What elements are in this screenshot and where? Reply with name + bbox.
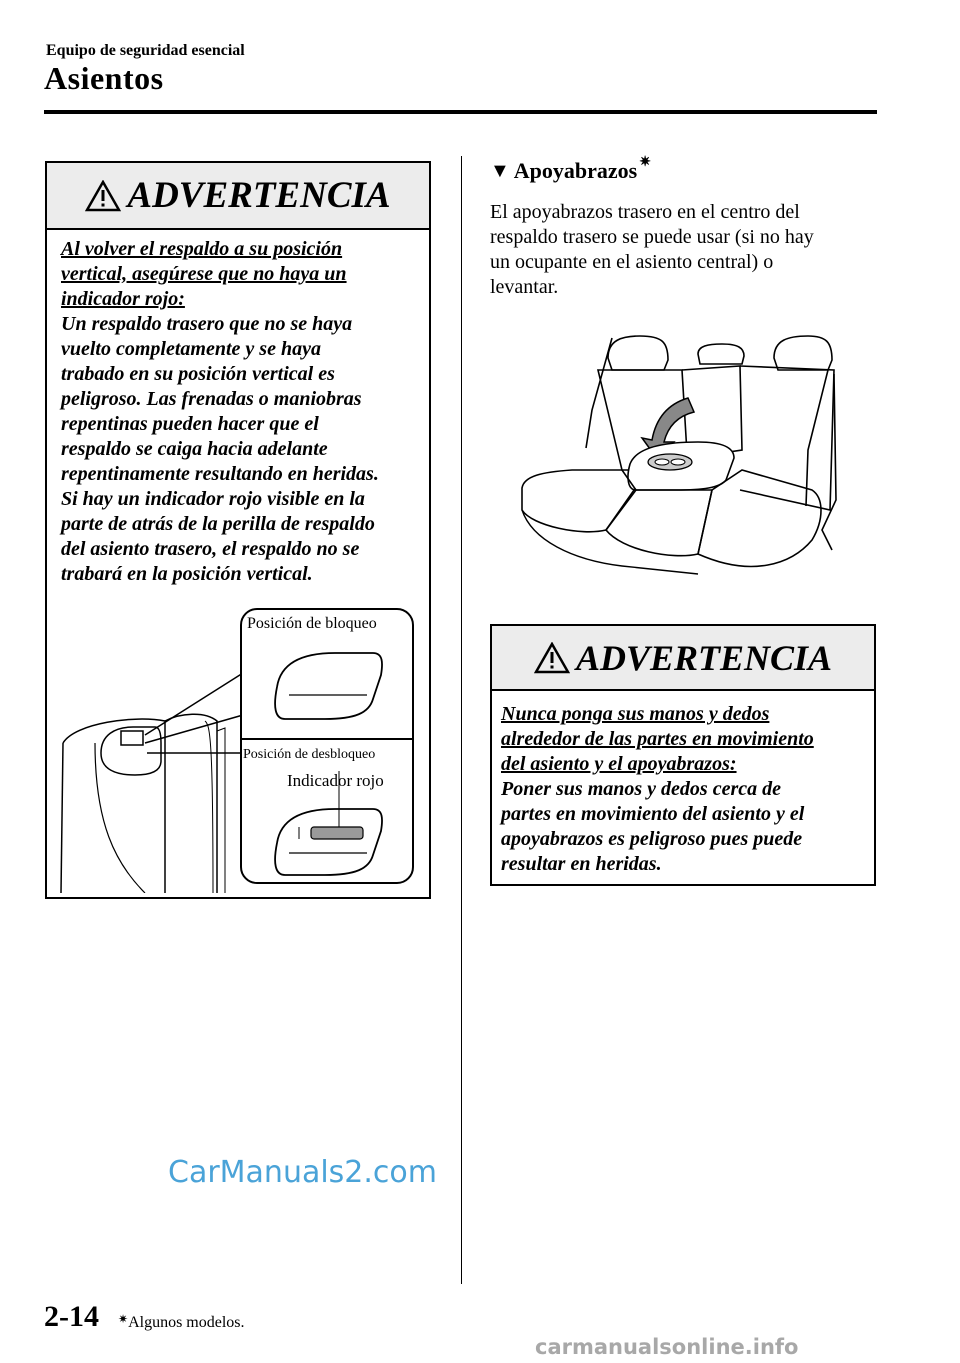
warning-text-line: del asiento trasero, el respaldo no se (61, 538, 360, 560)
page-number: 2-14 (44, 1300, 99, 1333)
footnote-text: Algunos modelos. (128, 1314, 245, 1331)
warning-text-line: parte de atrás de la perilla de respaldo (61, 513, 375, 535)
unlock-position-label: Posición de desbloqueo (243, 747, 376, 762)
paragraph-line: respaldo trasero se puede usar (si no hay (490, 226, 814, 248)
paragraph-line: un ocupante en el asiento central) o (490, 251, 774, 273)
warning-lead-line: indicador rojo: (61, 288, 185, 310)
warning-triangle-icon (85, 180, 121, 212)
red-indicator-label: Indicador rojo (287, 771, 384, 790)
warning-header (47, 163, 429, 230)
warning-text-line: repentinamente resultando en heridas. (61, 463, 379, 485)
star-icon: ✷ (118, 1312, 129, 1326)
warning-text-line: partes en movimiento del asiento y el (501, 803, 805, 825)
paragraph-line: levantar. (490, 276, 559, 298)
warning-text-line: peligroso. Las frenadas o maniobras (61, 388, 362, 410)
warning-title: ADVERTENCIA (575, 637, 833, 678)
warning-text-line: vuelto completamente y se haya (61, 338, 321, 360)
warning-lead-line: Nunca ponga sus manos y dedos (501, 703, 770, 725)
column-divider (461, 156, 462, 1284)
warning-lead-line: del asiento y el apoyabrazos: (501, 753, 737, 775)
warning-text-line: resultar en heridas. (501, 853, 662, 875)
warning-lead-line: alrededor de las partes en movimiento (501, 728, 814, 750)
site-watermark[interactable]: carmanualsonline.info (535, 1335, 799, 1359)
lock-position-label: Posición de bloqueo (247, 615, 377, 632)
section-label: Equipo de seguridad esencial (46, 42, 245, 59)
rear-seat-armrest-illustration (512, 330, 842, 590)
warning-text-line: apoyabrazos es peligroso pues puede (501, 828, 803, 850)
footnote (118, 1312, 245, 1332)
star-icon: ✷ (639, 155, 651, 170)
warning-lead-line: Al volver el respaldo a su posición (61, 238, 343, 260)
header-rule (44, 110, 877, 114)
armrest-heading-text: Apoyabrazos (513, 158, 638, 183)
section-marker-icon: ▼ (490, 160, 510, 182)
warning-box-seatback (45, 161, 431, 899)
carmanuals-watermark[interactable]: CarManuals2.com (168, 1155, 438, 1190)
warning-text-line: Un respaldo trasero que no se haya (61, 313, 353, 335)
warning-header (492, 626, 874, 691)
warning-text-line: trabará en la posición vertical. (61, 563, 313, 585)
warning-text-line: Si hay un indicador rojo visible en la (61, 488, 365, 510)
warning-text-line: trabado en su posición vertical es (61, 363, 335, 385)
paragraph-line: El apoyabrazos trasero en el centro del (490, 201, 800, 223)
warning-body (501, 702, 873, 877)
warning-body (61, 237, 431, 587)
warning-text-line: repentinas pueden hacer que el (61, 413, 319, 435)
warning-text-line: Poner sus manos y dedos cerca de (501, 778, 781, 800)
warning-triangle-icon (534, 642, 570, 674)
armrest-heading (490, 155, 651, 184)
armrest-paragraph (490, 200, 865, 300)
warning-lead-line: vertical, asegúrese que no haya un (61, 263, 347, 285)
warning-title: ADVERTENCIA (127, 175, 391, 216)
warning-text-line: respaldo se caiga hacia adelante (61, 438, 328, 460)
page-title: Asientos (44, 60, 164, 96)
warning-box-armrest (490, 624, 876, 886)
